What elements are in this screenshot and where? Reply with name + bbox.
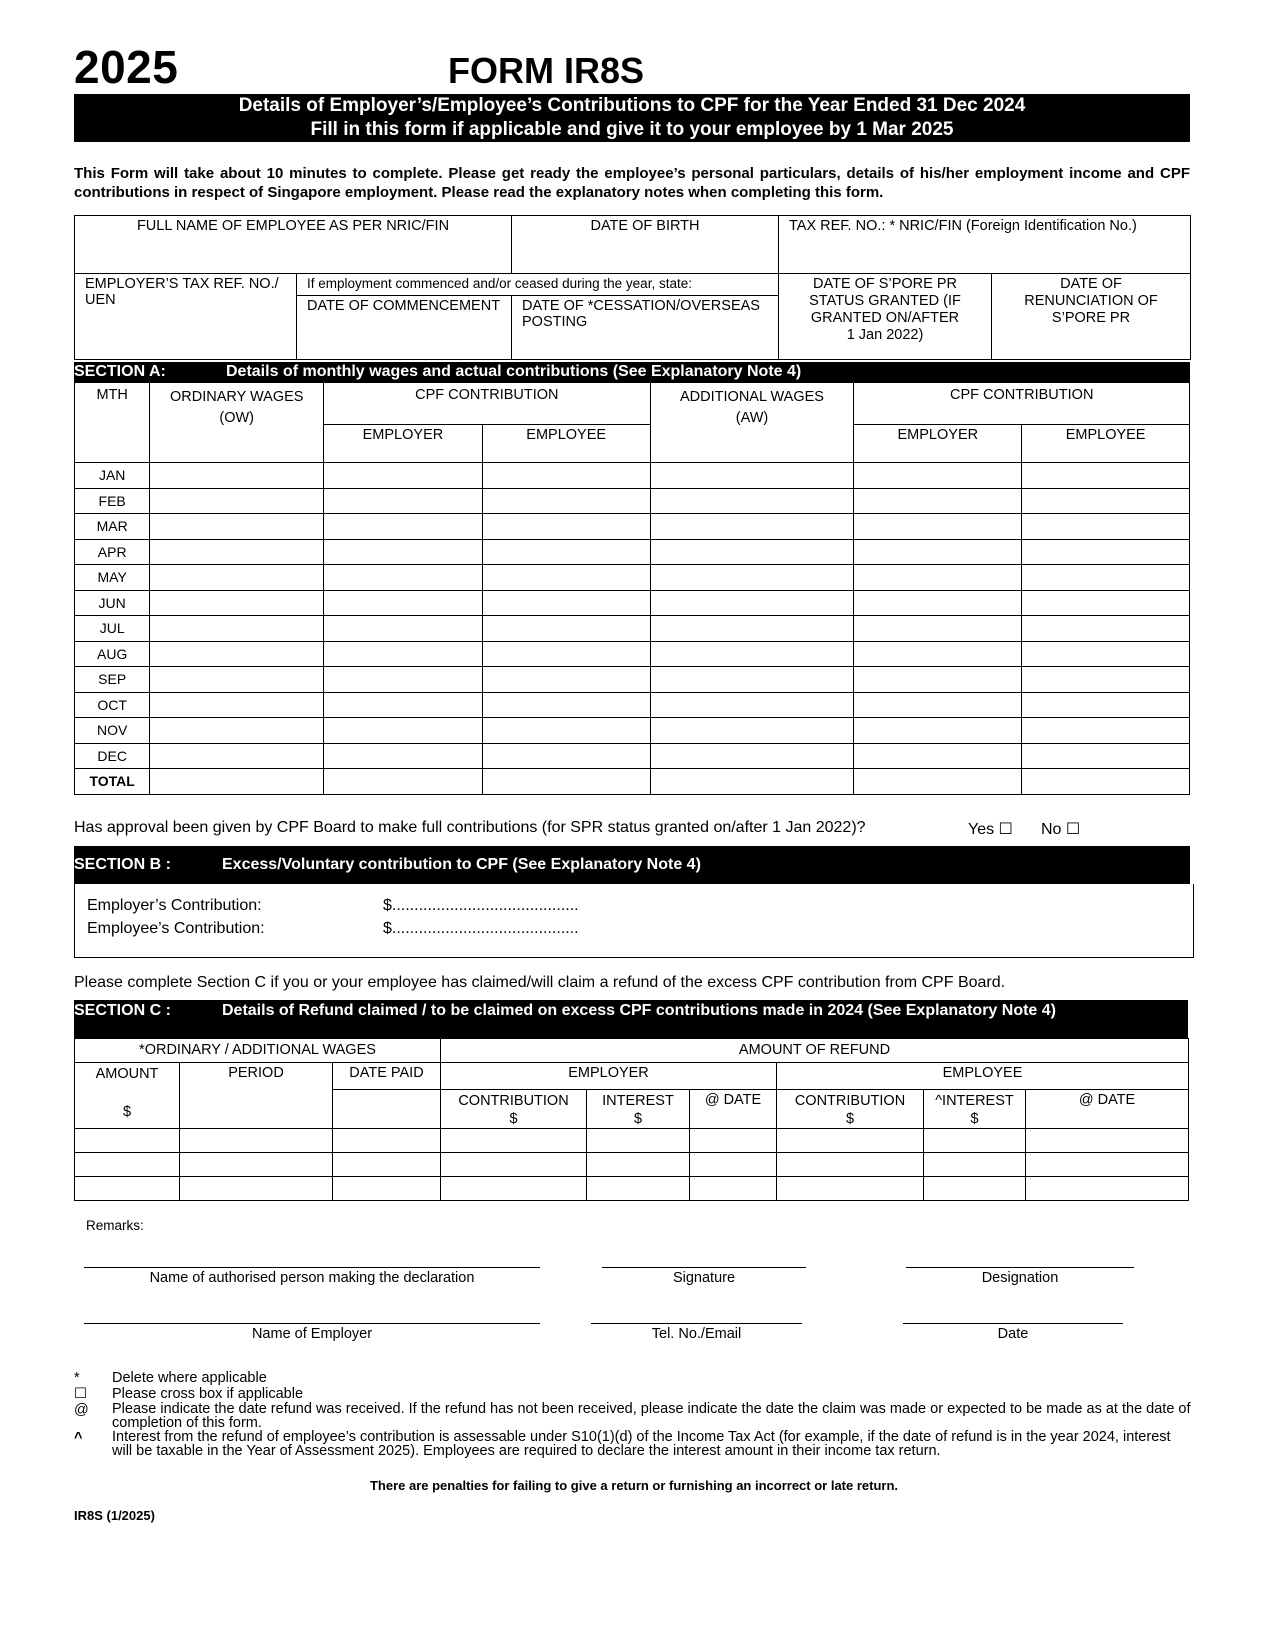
col-ow-abbr: (OW)	[219, 410, 255, 426]
tax-ref-field[interactable]	[779, 216, 1191, 274]
month-row	[75, 667, 1190, 693]
refund-header: AMOUNT OF REFUND	[441, 1039, 1189, 1063]
amount-cell[interactable]	[150, 616, 324, 642]
particulars-table	[74, 215, 1191, 360]
col-mth: MTH	[75, 383, 150, 463]
footnote-item	[74, 1402, 1194, 1430]
designation-line[interactable]	[906, 1267, 1134, 1286]
employer-tax-ref-field[interactable]	[75, 274, 297, 360]
employee-interest-col	[924, 1090, 1026, 1129]
amount-cell[interactable]	[150, 565, 324, 591]
refund-row	[75, 1129, 1189, 1153]
amount-cell[interactable]	[150, 769, 324, 795]
amount-cell[interactable]	[1022, 590, 1190, 616]
month-row	[75, 539, 1190, 565]
footnote-text: Please cross box if applicable	[112, 1386, 304, 1402]
amount-cell[interactable]	[324, 616, 483, 642]
employee-contribution-col	[777, 1090, 924, 1129]
amount-cell[interactable]	[150, 641, 324, 667]
month-row	[75, 718, 1190, 744]
section-c-label: SECTION C :	[74, 1002, 171, 1019]
amount-cell[interactable]	[854, 641, 1022, 667]
form-year: 2025	[74, 41, 179, 93]
amount-cell[interactable]	[854, 769, 1022, 795]
month-row	[75, 463, 1190, 489]
amount-cell[interactable]	[150, 539, 324, 565]
col-aw-label: ADDITIONAL WAGES	[680, 389, 824, 405]
signature-line[interactable]	[602, 1267, 806, 1286]
footnote-symbol: *	[74, 1370, 80, 1386]
tel-email-label: Tel. No./Email	[651, 1326, 742, 1342]
date-label: Date	[997, 1326, 1029, 1342]
amount-cell[interactable]	[482, 718, 650, 744]
month-label: MAR	[75, 514, 150, 540]
employee-date-col: @ DATE	[1026, 1090, 1189, 1129]
col-ow-employer: EMPLOYER	[324, 425, 483, 463]
commencement-label: DATE OF COMMENCEMENT	[307, 298, 501, 314]
amount-cell[interactable]	[650, 514, 854, 540]
refund-cell[interactable]	[1026, 1153, 1189, 1177]
authorised-person-label: Name of authorised person making the declaration	[149, 1270, 475, 1286]
amount-cell[interactable]	[1022, 769, 1190, 795]
refund-cell[interactable]	[924, 1153, 1026, 1177]
amount-cell[interactable]	[1022, 641, 1190, 667]
amount-label: AMOUNT	[95, 1066, 159, 1082]
refund-cell[interactable]	[75, 1153, 180, 1177]
banner-line-2: Fill in this form if applicable and give it to your employee by 1 Mar 2025	[310, 119, 954, 140]
amount-cell[interactable]	[650, 718, 854, 744]
refund-cell[interactable]	[587, 1129, 690, 1153]
amount-cell[interactable]	[482, 641, 650, 667]
penalty-note: There are penalties for failing to give a return or furnishing an incorrect or late return.	[369, 1478, 899, 1493]
amount-cell[interactable]	[1022, 743, 1190, 769]
amount-cell[interactable]	[1022, 514, 1190, 540]
approval-yes-checkbox[interactable]: Yes ☐	[968, 821, 1013, 838]
refund-cell[interactable]	[777, 1129, 924, 1153]
section-b-label: SECTION B :	[74, 856, 171, 873]
month-row	[75, 616, 1190, 642]
pr-status-date: 1 Jan 2022)	[846, 327, 924, 343]
month-row	[75, 565, 1190, 591]
pr-status-field[interactable]	[779, 274, 992, 360]
amount-cell[interactable]	[150, 718, 324, 744]
refund-cell[interactable]	[924, 1129, 1026, 1153]
amount-cell[interactable]	[150, 463, 324, 489]
refund-cell[interactable]	[690, 1129, 777, 1153]
amount-cell[interactable]	[1022, 616, 1190, 642]
amount-cell[interactable]	[650, 769, 854, 795]
section-c-intro: Please complete Section C if you or your employee has claimed/will claim a refund of the excess CPF contribution from CPF Board.	[74, 974, 1006, 991]
amount-cell[interactable]	[482, 590, 650, 616]
refund-cell[interactable]	[180, 1153, 333, 1177]
refund-employee-header: EMPLOYEE	[777, 1063, 1189, 1090]
signature-label: Signature	[672, 1270, 736, 1286]
amount-cell[interactable]	[150, 590, 324, 616]
renunciation-label: DATE OF RENUNCIATION OF S’PORE PR	[1024, 276, 1158, 326]
section-b-bar	[74, 846, 1190, 884]
col-ow-label: ORDINARY WAGES	[169, 389, 304, 405]
amount-cell[interactable]	[482, 743, 650, 769]
employer-interest-col	[587, 1090, 690, 1129]
col-ow-cpf: CPF CONTRIBUTION	[324, 383, 650, 425]
intro-text: This Form will take about 10 minutes to complete. Please get ready the employee’s personal particulars, details of his/her employment income and CPF contributions in respect of Singapore employment. Please read the explanatory notes when completing this form.	[74, 165, 1190, 201]
renunciation-field[interactable]	[992, 274, 1191, 360]
refund-cell[interactable]	[1026, 1129, 1189, 1153]
amount-cell[interactable]	[1022, 667, 1190, 693]
date-paid-blank	[333, 1090, 441, 1129]
employer-interest-col-currency: $	[633, 1111, 643, 1127]
banner-line-1: Details of Employer’s/Employee’s Contributions to CPF for the Year Ended 31 Dec 2024	[238, 95, 1026, 116]
employer-contribution-col-label: CONTRIBUTION	[458, 1093, 569, 1109]
amount-cell[interactable]	[854, 718, 1022, 744]
refund-cell[interactable]	[587, 1177, 690, 1201]
section-b-title: Excess/Voluntary contribution to CPF (See Explanatory Note 4)	[222, 856, 701, 873]
form-code: IR8S (1/2025)	[74, 1508, 155, 1523]
employer-interest-col-label: INTEREST	[602, 1093, 674, 1109]
wages-header: *ORDINARY / ADDITIONAL WAGES	[75, 1039, 441, 1063]
month-label: OCT	[75, 692, 150, 718]
footnote-text: Delete where applicable	[112, 1370, 267, 1386]
employer-name-label: Name of Employer	[251, 1326, 373, 1342]
employee-contribution-col-currency: $	[845, 1111, 855, 1127]
employee-contribution-field[interactable]: $..........................................	[383, 920, 579, 937]
refund-cell[interactable]	[75, 1129, 180, 1153]
month-label: JUL	[75, 616, 150, 642]
refund-cell[interactable]	[690, 1153, 777, 1177]
refund-cell[interactable]	[333, 1153, 441, 1177]
amount-cell[interactable]	[324, 463, 483, 489]
amount-cell[interactable]	[854, 539, 1022, 565]
section-c-title: Details of Refund claimed / to be claimed on excess CPF contributions made in 2024 (See Explanatory Note 4)	[222, 1002, 1056, 1019]
amount-cell[interactable]	[482, 488, 650, 514]
footnote-item	[74, 1370, 1194, 1386]
amount-cell[interactable]	[1022, 539, 1190, 565]
section-c-bar	[74, 1000, 1188, 1038]
amount-cell[interactable]	[854, 565, 1022, 591]
total-row	[75, 769, 1190, 795]
month-label: TOTAL	[75, 769, 150, 795]
amount-cell[interactable]	[650, 692, 854, 718]
checkbox-icon: ☐	[74, 1386, 87, 1402]
month-label: SEP	[75, 667, 150, 693]
employer-contribution-col	[441, 1090, 587, 1129]
refund-employer-header: EMPLOYER	[441, 1063, 777, 1090]
amount-cell[interactable]	[150, 743, 324, 769]
footnote-symbol: ^	[74, 1430, 83, 1446]
refund-cell[interactable]	[441, 1177, 587, 1201]
amount-currency: $	[122, 1104, 132, 1120]
amount-cell[interactable]	[854, 463, 1022, 489]
amount-cell[interactable]	[854, 488, 1022, 514]
amount-cell[interactable]	[324, 743, 483, 769]
form-title: FORM IR8S	[448, 50, 645, 91]
amount-header	[75, 1063, 180, 1129]
amount-cell[interactable]	[482, 463, 650, 489]
col-aw-employer: EMPLOYER	[854, 425, 1022, 463]
amount-cell[interactable]	[854, 692, 1022, 718]
amount-cell[interactable]	[150, 667, 324, 693]
section-a-title: Details of monthly wages and actual contributions (See Explanatory Note 4)	[226, 363, 802, 380]
refund-rows	[75, 1129, 1189, 1201]
refund-cell[interactable]	[333, 1177, 441, 1201]
refund-cell[interactable]	[690, 1177, 777, 1201]
employer-contribution-label: Employer’s Contribution:	[87, 897, 262, 914]
footnote-symbol: @	[74, 1402, 89, 1418]
amount-cell[interactable]	[324, 641, 483, 667]
section-a-bar	[74, 362, 1190, 382]
amount-cell[interactable]	[650, 667, 854, 693]
amount-cell[interactable]	[150, 692, 324, 718]
amount-cell[interactable]	[482, 667, 650, 693]
commencement-field[interactable]	[297, 296, 512, 360]
tel-email-line[interactable]	[591, 1323, 802, 1342]
amount-cell[interactable]	[150, 514, 324, 540]
footnote-text: Please indicate the date refund was received. If the refund has not been received, please indicate the date the claim was made or expected to be made as at the date of completion of this form.	[112, 1401, 1191, 1431]
employee-interest-col-currency: $	[970, 1111, 979, 1127]
refund-table	[74, 1038, 1189, 1201]
month-label: MAY	[75, 565, 150, 591]
form-banner	[74, 94, 1190, 142]
approval-no-checkbox[interactable]: No ☐	[1041, 821, 1081, 838]
amount-cell[interactable]	[1022, 463, 1190, 489]
date-line[interactable]	[903, 1323, 1123, 1342]
amount-cell[interactable]	[482, 769, 650, 795]
amount-cell[interactable]	[854, 616, 1022, 642]
amount-cell[interactable]	[1022, 718, 1190, 744]
amount-cell[interactable]	[650, 463, 854, 489]
pr-status-label: DATE OF S’PORE PR STATUS GRANTED (IF GRANTED ON/AFTER	[809, 276, 961, 326]
amount-cell[interactable]	[324, 514, 483, 540]
footnotes	[74, 1370, 1194, 1458]
col-aw-employee: EMPLOYEE	[1022, 425, 1190, 463]
amount-cell[interactable]	[1022, 488, 1190, 514]
amount-cell[interactable]	[1022, 692, 1190, 718]
monthly-wages-table	[74, 382, 1190, 795]
designation-label: Designation	[981, 1270, 1059, 1286]
refund-cell[interactable]	[441, 1153, 587, 1177]
section-a-label: SECTION A:	[74, 363, 166, 380]
month-label: NOV	[75, 718, 150, 744]
dob-field[interactable]	[512, 216, 779, 274]
footnote-item	[74, 1430, 1194, 1458]
amount-cell[interactable]	[324, 488, 483, 514]
refund-cell[interactable]	[587, 1153, 690, 1177]
amount-cell[interactable]	[324, 692, 483, 718]
refund-cell[interactable]	[75, 1177, 180, 1201]
footnote-item	[74, 1386, 1194, 1402]
amount-cell[interactable]	[854, 514, 1022, 540]
amount-cell[interactable]	[854, 590, 1022, 616]
amount-cell[interactable]	[650, 539, 854, 565]
refund-cell[interactable]	[777, 1153, 924, 1177]
amount-cell[interactable]	[854, 743, 1022, 769]
col-ow-employee: EMPLOYEE	[482, 425, 650, 463]
month-label: JAN	[75, 463, 150, 489]
amount-cell[interactable]	[1022, 565, 1190, 591]
employer-date-col: @ DATE	[690, 1090, 777, 1129]
cessation-field[interactable]	[512, 296, 779, 360]
amount-cell[interactable]	[650, 488, 854, 514]
month-rows	[75, 463, 1190, 795]
refund-cell[interactable]	[180, 1177, 333, 1201]
employer-tax-ref-label: EMPLOYER’S TAX REF. NO./ UEN	[85, 276, 279, 308]
month-row	[75, 488, 1190, 514]
amount-cell[interactable]	[324, 769, 483, 795]
month-label: DEC	[75, 743, 150, 769]
refund-row	[75, 1177, 1189, 1201]
amount-cell[interactable]	[854, 667, 1022, 693]
full-name-label: FULL NAME OF EMPLOYEE AS PER NRIC/FIN	[136, 218, 450, 234]
refund-cell[interactable]	[333, 1129, 441, 1153]
col-aw	[650, 383, 854, 463]
refund-cell[interactable]	[777, 1177, 924, 1201]
month-label: AUG	[75, 641, 150, 667]
amount-cell[interactable]	[324, 667, 483, 693]
approval-question: Has approval been given by CPF Board to make full contributions (for SPR status granted on/after 1 Jan 2022)?	[74, 819, 866, 836]
remarks-label: Remarks:	[86, 1218, 144, 1233]
refund-cell[interactable]	[180, 1129, 333, 1153]
month-label: JUN	[75, 590, 150, 616]
amount-cell[interactable]	[150, 488, 324, 514]
amount-cell[interactable]	[650, 743, 854, 769]
amount-cell[interactable]	[482, 539, 650, 565]
cessation-label: DATE OF *CESSATION/OVERSEAS POSTING	[522, 298, 760, 330]
employment-note: If employment commenced and/or ceased during the year, state:	[297, 274, 779, 296]
authorised-person-line[interactable]	[84, 1267, 540, 1286]
amount-cell[interactable]	[324, 718, 483, 744]
section-b-box	[74, 884, 1194, 958]
month-row	[75, 692, 1190, 718]
employer-contribution-col-currency: $	[509, 1111, 518, 1127]
employee-contribution-col-label: CONTRIBUTION	[794, 1093, 906, 1109]
dob-label: DATE OF BIRTH	[590, 218, 700, 234]
date-paid-header: DATE PAID	[333, 1063, 441, 1090]
amount-cell[interactable]	[482, 514, 650, 540]
col-aw-abbr: (AW)	[735, 410, 769, 426]
refund-cell[interactable]	[441, 1129, 587, 1153]
col-aw-cpf: CPF CONTRIBUTION	[854, 383, 1190, 425]
refund-cell[interactable]	[924, 1177, 1026, 1201]
full-name-field[interactable]	[75, 216, 512, 274]
refund-cell[interactable]	[1026, 1177, 1189, 1201]
period-header: PERIOD	[180, 1063, 333, 1129]
refund-row	[75, 1153, 1189, 1177]
employee-interest-col-label: ^INTEREST	[935, 1093, 1014, 1109]
month-row	[75, 641, 1190, 667]
amount-cell[interactable]	[324, 565, 483, 591]
amount-cell[interactable]	[482, 616, 650, 642]
employee-contribution-label: Employee’s Contribution:	[87, 920, 265, 937]
amount-cell[interactable]	[650, 565, 854, 591]
month-label: FEB	[75, 488, 150, 514]
employer-contribution-field[interactable]: $..........................................	[383, 897, 579, 914]
month-row	[75, 514, 1190, 540]
month-row	[75, 590, 1190, 616]
month-label: APR	[75, 539, 150, 565]
footnote-text: Interest from the refund of employee’s contribution is assessable under S10(1)(d) of the Income Tax Act (for example, if the date of refund is in the year 2024, interest will be taxable in the Year of Assessment 2025). Employees are required to declare the interest amount in their income tax return.	[112, 1429, 1171, 1459]
amount-cell[interactable]	[324, 539, 483, 565]
amount-cell[interactable]	[650, 616, 854, 642]
month-row	[75, 743, 1190, 769]
amount-cell[interactable]	[324, 590, 483, 616]
col-ow	[150, 383, 324, 463]
amount-cell[interactable]	[482, 692, 650, 718]
tax-ref-label: TAX REF. NO.: * NRIC/FIN (Foreign Identification No.)	[789, 218, 1137, 234]
amount-cell[interactable]	[482, 565, 650, 591]
employer-name-line[interactable]	[84, 1323, 540, 1342]
amount-cell[interactable]	[650, 590, 854, 616]
amount-cell[interactable]	[650, 641, 854, 667]
